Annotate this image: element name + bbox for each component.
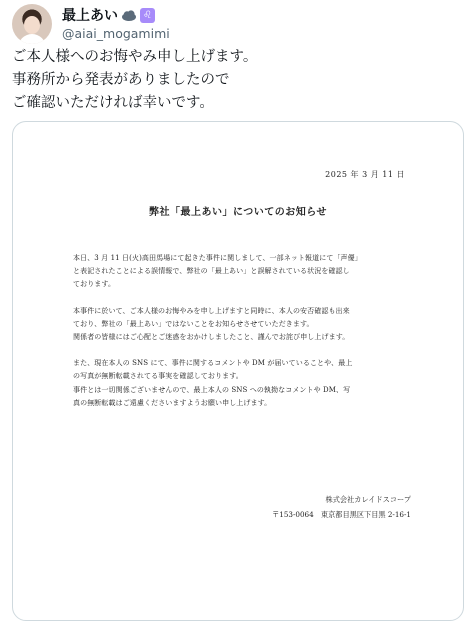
document-body (73, 252, 413, 423)
document-date: 2025 年 3 月 11 日 (325, 170, 405, 179)
document-line: 本事件に於いて、ご本人様のお悔やみを申し上げますと同時に、本人の安否確認も出来 (73, 306, 350, 315)
document-line: ており、弊社の「最上あい」ではないことをお知らせさせていただきます。 (73, 319, 314, 328)
tweet-line: ご本人様へのお悔やみ申し上げます。 (12, 49, 258, 65)
document-line: ております。 (73, 280, 116, 289)
avatar-face (24, 16, 40, 34)
document-line: 事件とは一切関係ございませんので、最上本人の SNS への執拗なコメントや DM、写 (73, 385, 351, 394)
document-line: 真の無断転載はご遠慮くださいますようお願い申し上げます。 (73, 398, 272, 407)
document-paragraph (73, 305, 413, 345)
document-paragraph (73, 252, 413, 292)
tweet-header (12, 4, 462, 44)
document-line: 関係者の皆様にはご心配とご迷惑をおかけしましたこと、謹んでお詫び申し上げます。 (73, 333, 350, 342)
avatar-shirt (18, 34, 46, 44)
company-name: 株式会社カレイドスコープ (325, 495, 411, 504)
leo-zodiac-icon: ♌ (140, 8, 155, 23)
user-handle[interactable]: @aiai_mogamimi (62, 26, 170, 41)
display-name[interactable]: 最上あい (62, 8, 118, 24)
announcement-document (13, 122, 463, 620)
attached-image[interactable] (12, 121, 464, 621)
document-line: 本日、3 月 11 日(火)高田馬場にて起きた事件に関しまして、一部ネット報道にて「声優」 (73, 254, 362, 262)
document-line: の写真が無断転載されてる事実を確認しております。 (73, 372, 243, 381)
tweet-line: 事務所から発表がありましたので (12, 72, 230, 88)
name-row (62, 6, 155, 24)
document-title: 弊社「最上あい」についてのお知らせ (149, 207, 327, 218)
document-line: と表記されたことによる誤情報で、弊社の「最上あい」と誤解されている状況を確認し (73, 267, 350, 276)
tweet-text (12, 46, 462, 115)
company-address: 〒153-0064 東京都目黒区下目黒 2-16-1 (272, 510, 411, 519)
tweet-line: ご確認いただければ幸いです。 (12, 95, 214, 111)
avatar[interactable] (12, 4, 52, 44)
document-paragraph (73, 357, 413, 410)
document-line: また、現在本人の SNS にて、事件に関するコメントや DM が届いていることや、最上 (73, 359, 353, 368)
cloud-icon (121, 8, 137, 22)
